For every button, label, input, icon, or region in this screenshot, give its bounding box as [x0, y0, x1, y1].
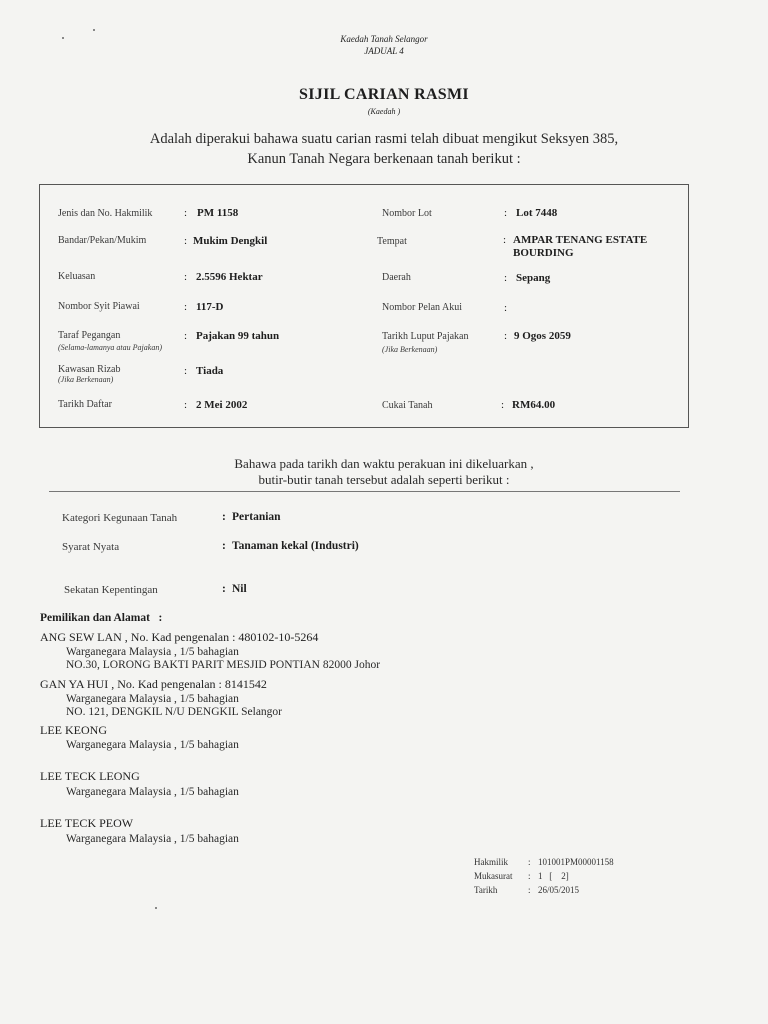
colon: :	[528, 857, 531, 867]
owner-citizenship: Warganegara Malaysia , 1/5 bahagian	[66, 693, 239, 705]
colon: :	[528, 871, 531, 881]
colon: :	[504, 207, 508, 219]
colon: :	[504, 272, 508, 284]
field-value-hakmilik: PM 1158	[197, 207, 239, 219]
owner-name: ANG SEW LAN , No. Kad pengenalan : 480102-10-5264	[40, 630, 319, 644]
owners-heading-text: Pemilikan dan Alamat	[40, 612, 150, 624]
intro-line-1: Adalah diperakui bahawa suatu carian rasmi telah dibuat mengikut Seksyen 385,	[149, 131, 619, 147]
colon: :	[504, 302, 508, 314]
owner-citizenship: Warganegara Malaysia , 1/5 bahagian	[66, 833, 239, 845]
owner-citizenship: Warganegara Malaysia , 1/5 bahagian	[66, 739, 239, 751]
page-subtitle: (Kaedah )	[367, 107, 401, 116]
colon: :	[528, 885, 531, 895]
field-value-cukai: RM64.00	[512, 399, 556, 411]
field-note-rizab: (Jika Berkenaan)	[58, 375, 114, 384]
regulation-header: Kaedah Tanah Selangor	[340, 34, 428, 44]
detail-label-syarat: Syarat Nyata	[62, 541, 120, 553]
intro-line-2: Kanun Tanah Negara berkenaan tanah berikut :	[247, 151, 521, 167]
colon: :	[184, 207, 188, 219]
scan-speck	[155, 907, 157, 909]
footer-value-mukasurat: 1 [ 2]	[538, 871, 569, 881]
colon: :	[501, 399, 505, 411]
statement-line-2: butir-butir tanah tersebut adalah seperti berikut :	[258, 472, 510, 487]
field-value-tempat-1: AMPAR TENANG ESTATE	[513, 234, 648, 246]
field-value-bandar: Mukim Dengkil	[193, 235, 268, 247]
owner-address: NO. 121, DENGKIL N/U DENGKIL Selangor	[66, 706, 283, 718]
detail-value-kategori: Pertanian	[232, 511, 281, 523]
field-value-lot: Lot 7448	[516, 207, 558, 219]
field-label-taraf: Taraf Pegangan	[58, 330, 121, 341]
colon: :	[184, 301, 188, 313]
detail-label-sekatan: Sekatan Kepentingan	[64, 584, 158, 596]
colon: :	[184, 365, 188, 377]
field-label-pelan: Nombor Pelan Akui	[382, 302, 462, 313]
footer-label-hakmilik: Hakmilik	[474, 857, 508, 867]
footer-label-tarikh: Tarikh	[474, 885, 498, 895]
detail-value-syarat: Tanaman kekal (Industri)	[232, 540, 359, 552]
field-value-daftar: 2 Mei 2002	[196, 399, 248, 411]
field-label-luput: Tarikh Luput Pajakan	[382, 331, 469, 342]
field-note-luput: (Jika Berkenaan)	[382, 345, 438, 354]
field-label-syit: Nombor Syit Piawai	[58, 301, 140, 312]
field-value-tempat-2: BOURDING	[513, 247, 574, 259]
colon: :	[503, 234, 507, 246]
colon: :	[504, 330, 508, 342]
detail-colon: :	[222, 583, 226, 595]
field-label-hakmilik: Jenis dan No. Hakmilik	[58, 208, 153, 219]
owner-citizenship: Warganegara Malaysia , 1/5 bahagian	[66, 786, 239, 798]
field-label-keluasan: Keluasan	[58, 271, 96, 282]
field-label-daerah: Daerah	[382, 272, 411, 283]
field-value-luput: 9 Ogos 2059	[514, 330, 571, 342]
detail-label-kategori: Kategori Kegunaan Tanah	[62, 512, 178, 524]
owner-name: LEE TECK LEONG	[40, 769, 140, 783]
colon: :	[184, 271, 188, 283]
detail-value-sekatan: Nil	[232, 583, 247, 595]
owners-heading: Pemilikan dan Alamat :	[40, 612, 163, 624]
field-label-rizab: Kawasan Rizab	[58, 364, 121, 375]
field-label-bandar: Bandar/Pekan/Mukim	[58, 235, 147, 246]
page-title: SIJIL CARIAN RASMI	[299, 86, 469, 103]
field-value-taraf: Pajakan 99 tahun	[196, 330, 280, 342]
colon: :	[184, 235, 188, 247]
colon: :	[184, 399, 188, 411]
field-label-cukai: Cukai Tanah	[382, 400, 433, 411]
detail-colon: :	[222, 540, 226, 552]
field-value-daerah: Sepang	[516, 272, 551, 284]
footer-label-mukasurat: Mukasurat	[474, 871, 513, 881]
field-label-tempat: Tempat	[377, 236, 407, 247]
owner-name: LEE KEONG	[40, 723, 107, 737]
field-label-daftar: Tarikh Daftar	[58, 399, 112, 410]
divider	[49, 491, 680, 492]
field-note-taraf: (Selama-lamanya atau Pajakan)	[58, 343, 162, 352]
field-label-lot: Nombor Lot	[382, 208, 432, 219]
schedule-header: JADUAL 4	[364, 46, 404, 56]
owner-name: LEE TECK PEOW	[40, 816, 134, 830]
footer-value-hakmilik: 101001PM00001158	[538, 857, 614, 867]
field-value-syit: 117-D	[196, 301, 224, 313]
scan-speck	[93, 29, 95, 31]
statement-line-1: Bahawa pada tarikh dan waktu perakuan ini dikeluarkan ,	[234, 456, 534, 471]
owner-address: NO.30, LORONG BAKTI PARIT MESJID PONTIAN 82000 Johor	[66, 659, 381, 671]
colon: :	[184, 330, 188, 342]
detail-colon: :	[222, 511, 226, 523]
footer-value-tarikh: 26/05/2015	[538, 885, 580, 895]
owner-name: GAN YA HUI , No. Kad pengenalan : 8141542	[40, 677, 267, 691]
field-value-rizab: Tiada	[196, 365, 224, 377]
owner-citizenship: Warganegara Malaysia , 1/5 bahagian	[66, 646, 239, 658]
field-value-keluasan: 2.5596 Hektar	[196, 271, 263, 283]
